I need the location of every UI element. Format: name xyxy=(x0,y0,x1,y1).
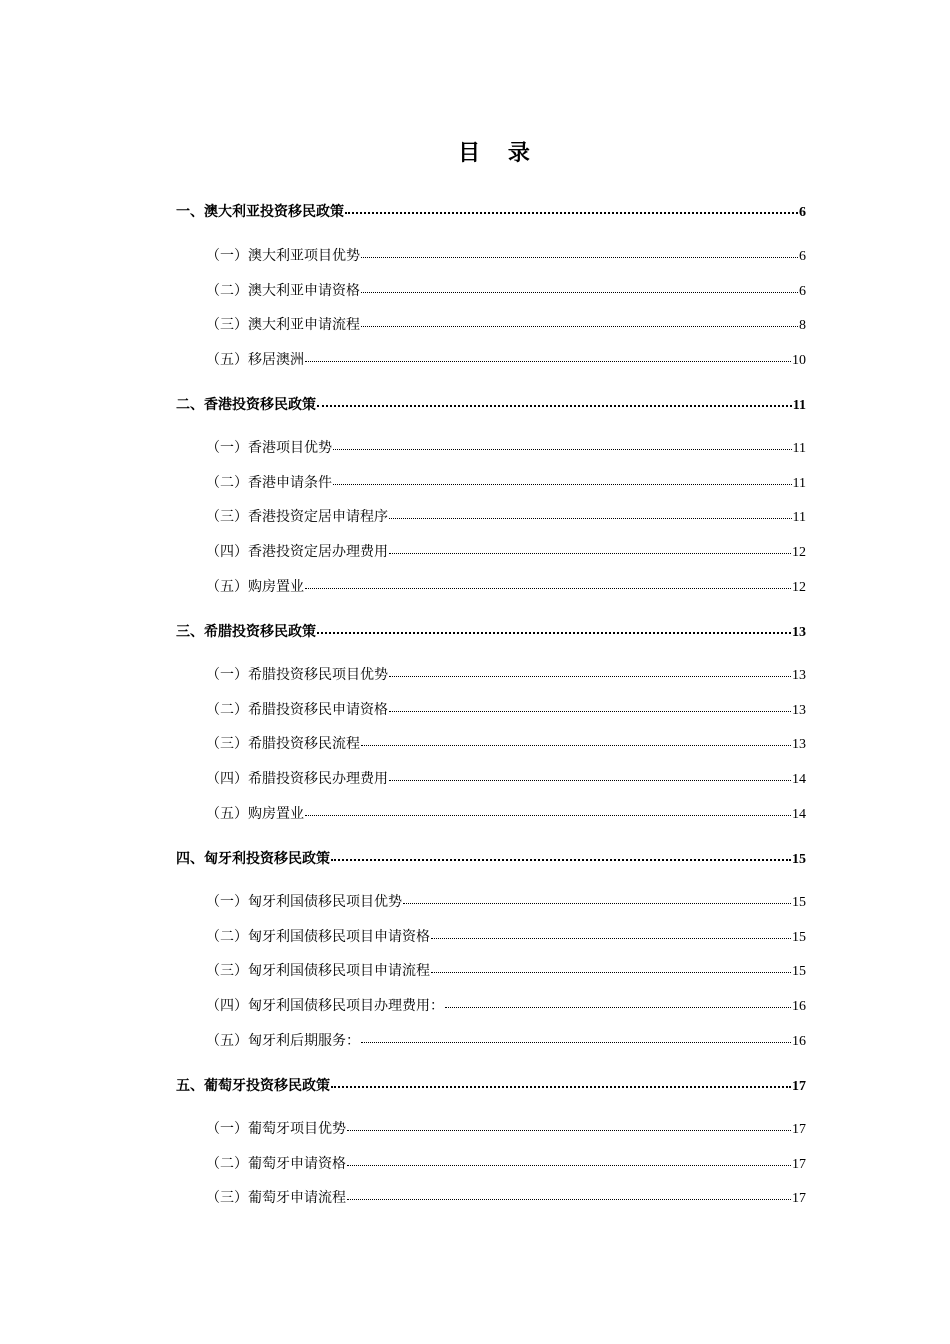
toc-dot-leader xyxy=(331,845,791,861)
toc-section-entry[interactable] xyxy=(206,960,806,981)
toc-page-number: 17 xyxy=(792,1157,806,1172)
toc-entry-label: （二）香港申请条件 xyxy=(206,475,332,491)
toc-dot-leader xyxy=(445,993,791,1008)
toc-entry-label: 二、香港投资移民政策 xyxy=(176,397,316,413)
toc-section-entry[interactable] xyxy=(206,1187,806,1208)
toc-entry-label: （五）购房置业 xyxy=(206,806,304,822)
toc-entry-label: 四、匈牙利投资移民政策 xyxy=(176,851,330,867)
toc-dot-leader xyxy=(389,662,791,677)
toc-entry-label: （三）澳大利亚申请流程 xyxy=(206,317,360,333)
toc-page-number: 13 xyxy=(792,703,806,718)
toc-section-entry[interactable] xyxy=(206,245,806,266)
toc-dot-leader xyxy=(305,801,791,816)
toc-page-number: 15 xyxy=(792,930,806,945)
toc-dot-leader xyxy=(345,198,798,214)
toc-section-entry[interactable] xyxy=(206,1153,806,1174)
toc-page-number: 11 xyxy=(792,476,806,491)
toc-entry-label: （二）葡萄牙申请资格 xyxy=(206,1156,346,1172)
toc-dot-leader xyxy=(431,958,791,973)
toc-section-entry[interactable] xyxy=(206,437,806,458)
toc-entry-label: （四）希腊投资移民办理费用 xyxy=(206,771,388,787)
toc-chapter-entry[interactable] xyxy=(176,620,806,642)
toc-page-number: 11 xyxy=(792,398,806,413)
toc-section-entry[interactable] xyxy=(206,733,806,754)
toc-dot-leader xyxy=(389,766,791,781)
toc-entry-label: （五）匈牙利后期服务： xyxy=(206,1033,360,1049)
toc-page-number: 12 xyxy=(792,545,806,560)
toc-dot-leader xyxy=(333,435,792,450)
toc-dot-leader xyxy=(361,243,798,258)
toc-dot-leader xyxy=(347,1151,791,1166)
toc-entry-label: （一）澳大利亚项目优势 xyxy=(206,248,360,264)
toc-page-number: 12 xyxy=(792,580,806,595)
toc-entry-label: 五、葡萄牙投资移民政策 xyxy=(176,1078,330,1094)
toc-page-number: 16 xyxy=(792,999,806,1014)
toc-dot-leader xyxy=(305,574,791,589)
toc-page-number: 15 xyxy=(792,852,806,867)
toc-title: 目 录 xyxy=(458,140,540,166)
toc-entry-label: （一）葡萄牙项目优势 xyxy=(206,1121,346,1137)
toc-section-entry[interactable] xyxy=(206,349,806,370)
toc-section-entry[interactable] xyxy=(206,803,806,824)
toc-page-number: 17 xyxy=(792,1079,806,1094)
toc-dot-leader xyxy=(333,470,792,485)
toc-entry-label: 三、希腊投资移民政策 xyxy=(176,624,316,640)
toc-section-entry[interactable] xyxy=(206,699,806,720)
toc-page-number: 11 xyxy=(792,510,806,525)
toc-section-entry[interactable] xyxy=(206,768,806,789)
toc-dot-leader xyxy=(361,312,798,327)
toc-section-entry[interactable] xyxy=(206,1030,806,1051)
toc-chapter-entry[interactable] xyxy=(176,200,806,222)
toc-page-number: 16 xyxy=(792,1034,806,1049)
toc-dot-leader xyxy=(347,1185,791,1200)
toc-entry-label: （五）购房置业 xyxy=(206,579,304,595)
toc-section-entry[interactable] xyxy=(206,926,806,947)
toc-entry-label: （三）匈牙利国债移民项目申请流程 xyxy=(206,963,430,979)
toc-entry-label: （一）匈牙利国债移民项目优势 xyxy=(206,894,402,910)
toc-page-number: 13 xyxy=(792,668,806,683)
toc-entry-label: （四）香港投资定居办理费用 xyxy=(206,544,388,560)
toc-dot-leader xyxy=(361,278,798,293)
toc-entry-label: （五）移居澳洲 xyxy=(206,352,304,368)
toc-dot-leader xyxy=(389,504,792,519)
toc-entry-label: （三）香港投资定居申请程序 xyxy=(206,509,388,525)
toc-page-number: 6 xyxy=(799,205,806,220)
toc-page-number: 13 xyxy=(792,737,806,752)
toc-page-number: 15 xyxy=(792,895,806,910)
toc-chapter-entry[interactable] xyxy=(176,847,806,869)
toc-section-entry[interactable] xyxy=(206,576,806,597)
toc-page-number: 6 xyxy=(799,284,806,299)
toc-section-entry[interactable] xyxy=(206,506,806,527)
toc-entry-label: （四）匈牙利国债移民项目办理费用： xyxy=(206,998,444,1014)
toc-chapter-entry[interactable] xyxy=(176,393,806,415)
toc-page-number: 17 xyxy=(792,1122,806,1137)
toc-dot-leader xyxy=(361,1028,791,1043)
toc-page-number: 13 xyxy=(792,625,806,640)
toc-dot-leader xyxy=(431,924,791,939)
toc-dot-leader xyxy=(361,731,791,746)
toc-dot-leader xyxy=(347,1116,791,1131)
toc-page-number: 10 xyxy=(792,353,806,368)
toc-section-entry[interactable] xyxy=(206,1118,806,1139)
toc-entry-label: （二）澳大利亚申请资格 xyxy=(206,283,360,299)
toc-page-number: 11 xyxy=(792,441,806,456)
toc-entry-label: （一）香港项目优势 xyxy=(206,440,332,456)
toc-page-number: 17 xyxy=(792,1191,806,1206)
toc-dot-leader xyxy=(389,697,791,712)
toc-entry-label: 一、澳大利亚投资移民政策 xyxy=(176,204,344,220)
toc-dot-leader xyxy=(317,391,792,407)
toc-entry-label: （三）葡萄牙申请流程 xyxy=(206,1190,346,1206)
toc-section-entry[interactable] xyxy=(206,541,806,562)
toc-section-entry[interactable] xyxy=(206,314,806,335)
toc-entry-label: （三）希腊投资移民流程 xyxy=(206,736,360,752)
toc-dot-leader xyxy=(331,1072,791,1088)
toc-dot-leader xyxy=(317,618,791,634)
toc-page-number: 8 xyxy=(799,318,806,333)
toc-entry-label: （二）希腊投资移民申请资格 xyxy=(206,702,388,718)
toc-dot-leader xyxy=(389,539,791,554)
toc-section-entry[interactable] xyxy=(206,995,806,1016)
toc-page-number: 14 xyxy=(792,772,806,787)
toc-chapter-entry[interactable] xyxy=(176,1074,806,1096)
toc-section-entry[interactable] xyxy=(206,472,806,493)
toc-section-entry[interactable] xyxy=(206,664,806,685)
toc-page-number: 14 xyxy=(792,807,806,822)
toc-dot-leader xyxy=(305,347,791,362)
toc-dot-leader xyxy=(403,889,791,904)
toc-entry-label: （一）希腊投资移民项目优势 xyxy=(206,667,388,683)
toc-page-number: 6 xyxy=(799,249,806,264)
toc-section-entry[interactable] xyxy=(206,280,806,301)
toc-page-number: 15 xyxy=(792,964,806,979)
toc-section-entry[interactable] xyxy=(206,891,806,912)
toc-entry-label: （二）匈牙利国债移民项目申请资格 xyxy=(206,929,430,945)
